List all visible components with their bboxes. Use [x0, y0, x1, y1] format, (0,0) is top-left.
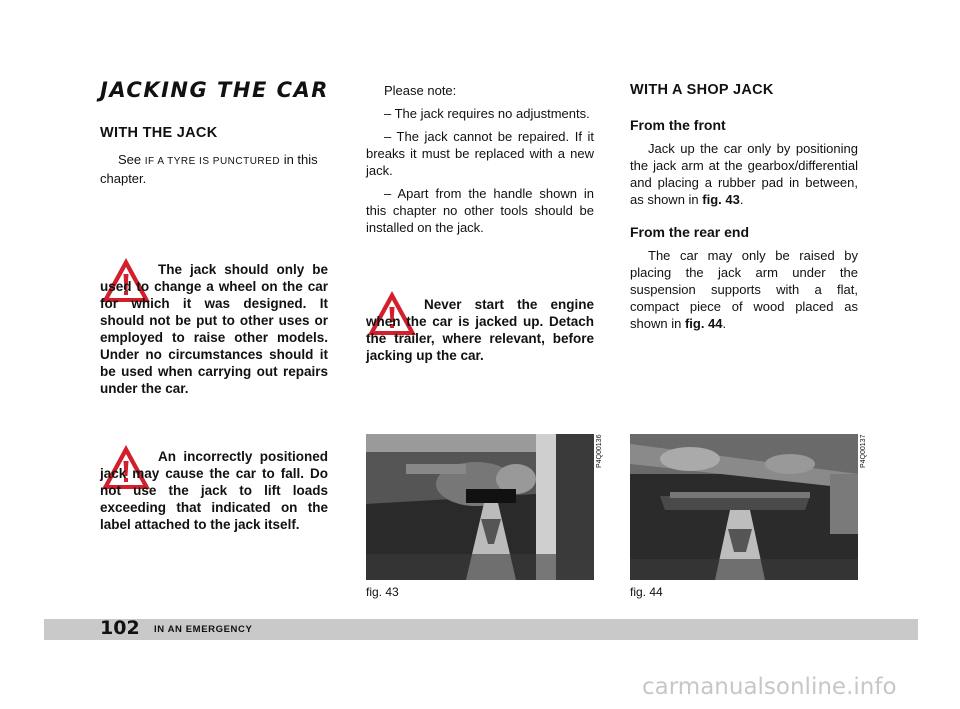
figure-reference: fig. 44: [684, 316, 723, 331]
warning-jack-position: An incorrectly positioned jack may cause the car to fall. Do not use the jack to lift loads exceeding that indicated on the label attached to the jack itself.: [100, 449, 328, 532]
watermark: carmanualsonline.info: [642, 674, 897, 700]
subheading-front: From the front: [630, 117, 726, 133]
subheading-rear: From the rear end: [630, 224, 750, 240]
figure-caption: fig. 44: [630, 585, 663, 599]
notes-block: [366, 82, 594, 236]
note-label: Please note:: [384, 83, 457, 98]
front-paragraph: Jack up the car only by positioning the jack arm at the gearbox/differential and placing a rubber pad in between, as shown in fig. 43.: [630, 141, 858, 207]
see-paragraph: See IF A TYRE IS PUNCTURED in this chapter.: [100, 152, 318, 186]
cross-reference: IF A TYRE IS PUNCTURED: [144, 156, 281, 167]
page-number: 102: [100, 617, 140, 639]
warning-engine: Never start the engine when the car is jacked up. Detach the trailer, where relevant, before jacking up the car.: [366, 297, 594, 363]
section-name: IN AN EMERGENCY: [154, 624, 253, 635]
figure-caption: fig. 43: [366, 585, 399, 599]
note-item: – The jack cannot be repaired. If it breaks it must be replaced with a new jack.: [366, 129, 594, 178]
figure-code: P4Q00137: [860, 434, 867, 468]
figure-43-photo: [366, 434, 594, 580]
rear-paragraph: The car may only be raised by placing the jack arm under the suspension supports with a flat, compact piece of wood placed as shown in fig. 44.: [630, 248, 858, 331]
section-heading-with-jack: WITH THE JACK: [100, 125, 218, 141]
note-item: – Apart from the handle shown in this chapter no other tools should be installed on the jack.: [366, 186, 594, 235]
note-item: – The jack requires no adjustments.: [384, 106, 590, 121]
figure-reference: fig. 43: [702, 192, 740, 207]
figure-44-photo: [630, 434, 858, 580]
figure-code: P4Q00136: [596, 434, 603, 468]
section-heading-shop-jack: WITH A SHOP JACK: [630, 82, 774, 98]
warning-jack-usage: The jack should only be used to change a wheel on the car for which it was designed. It should not be put to other uses or employed to raise other models. Under no circumstances should it be used when carrying out repairs under the car.: [100, 262, 328, 396]
page-title: JACKING THE CAR: [100, 78, 329, 102]
